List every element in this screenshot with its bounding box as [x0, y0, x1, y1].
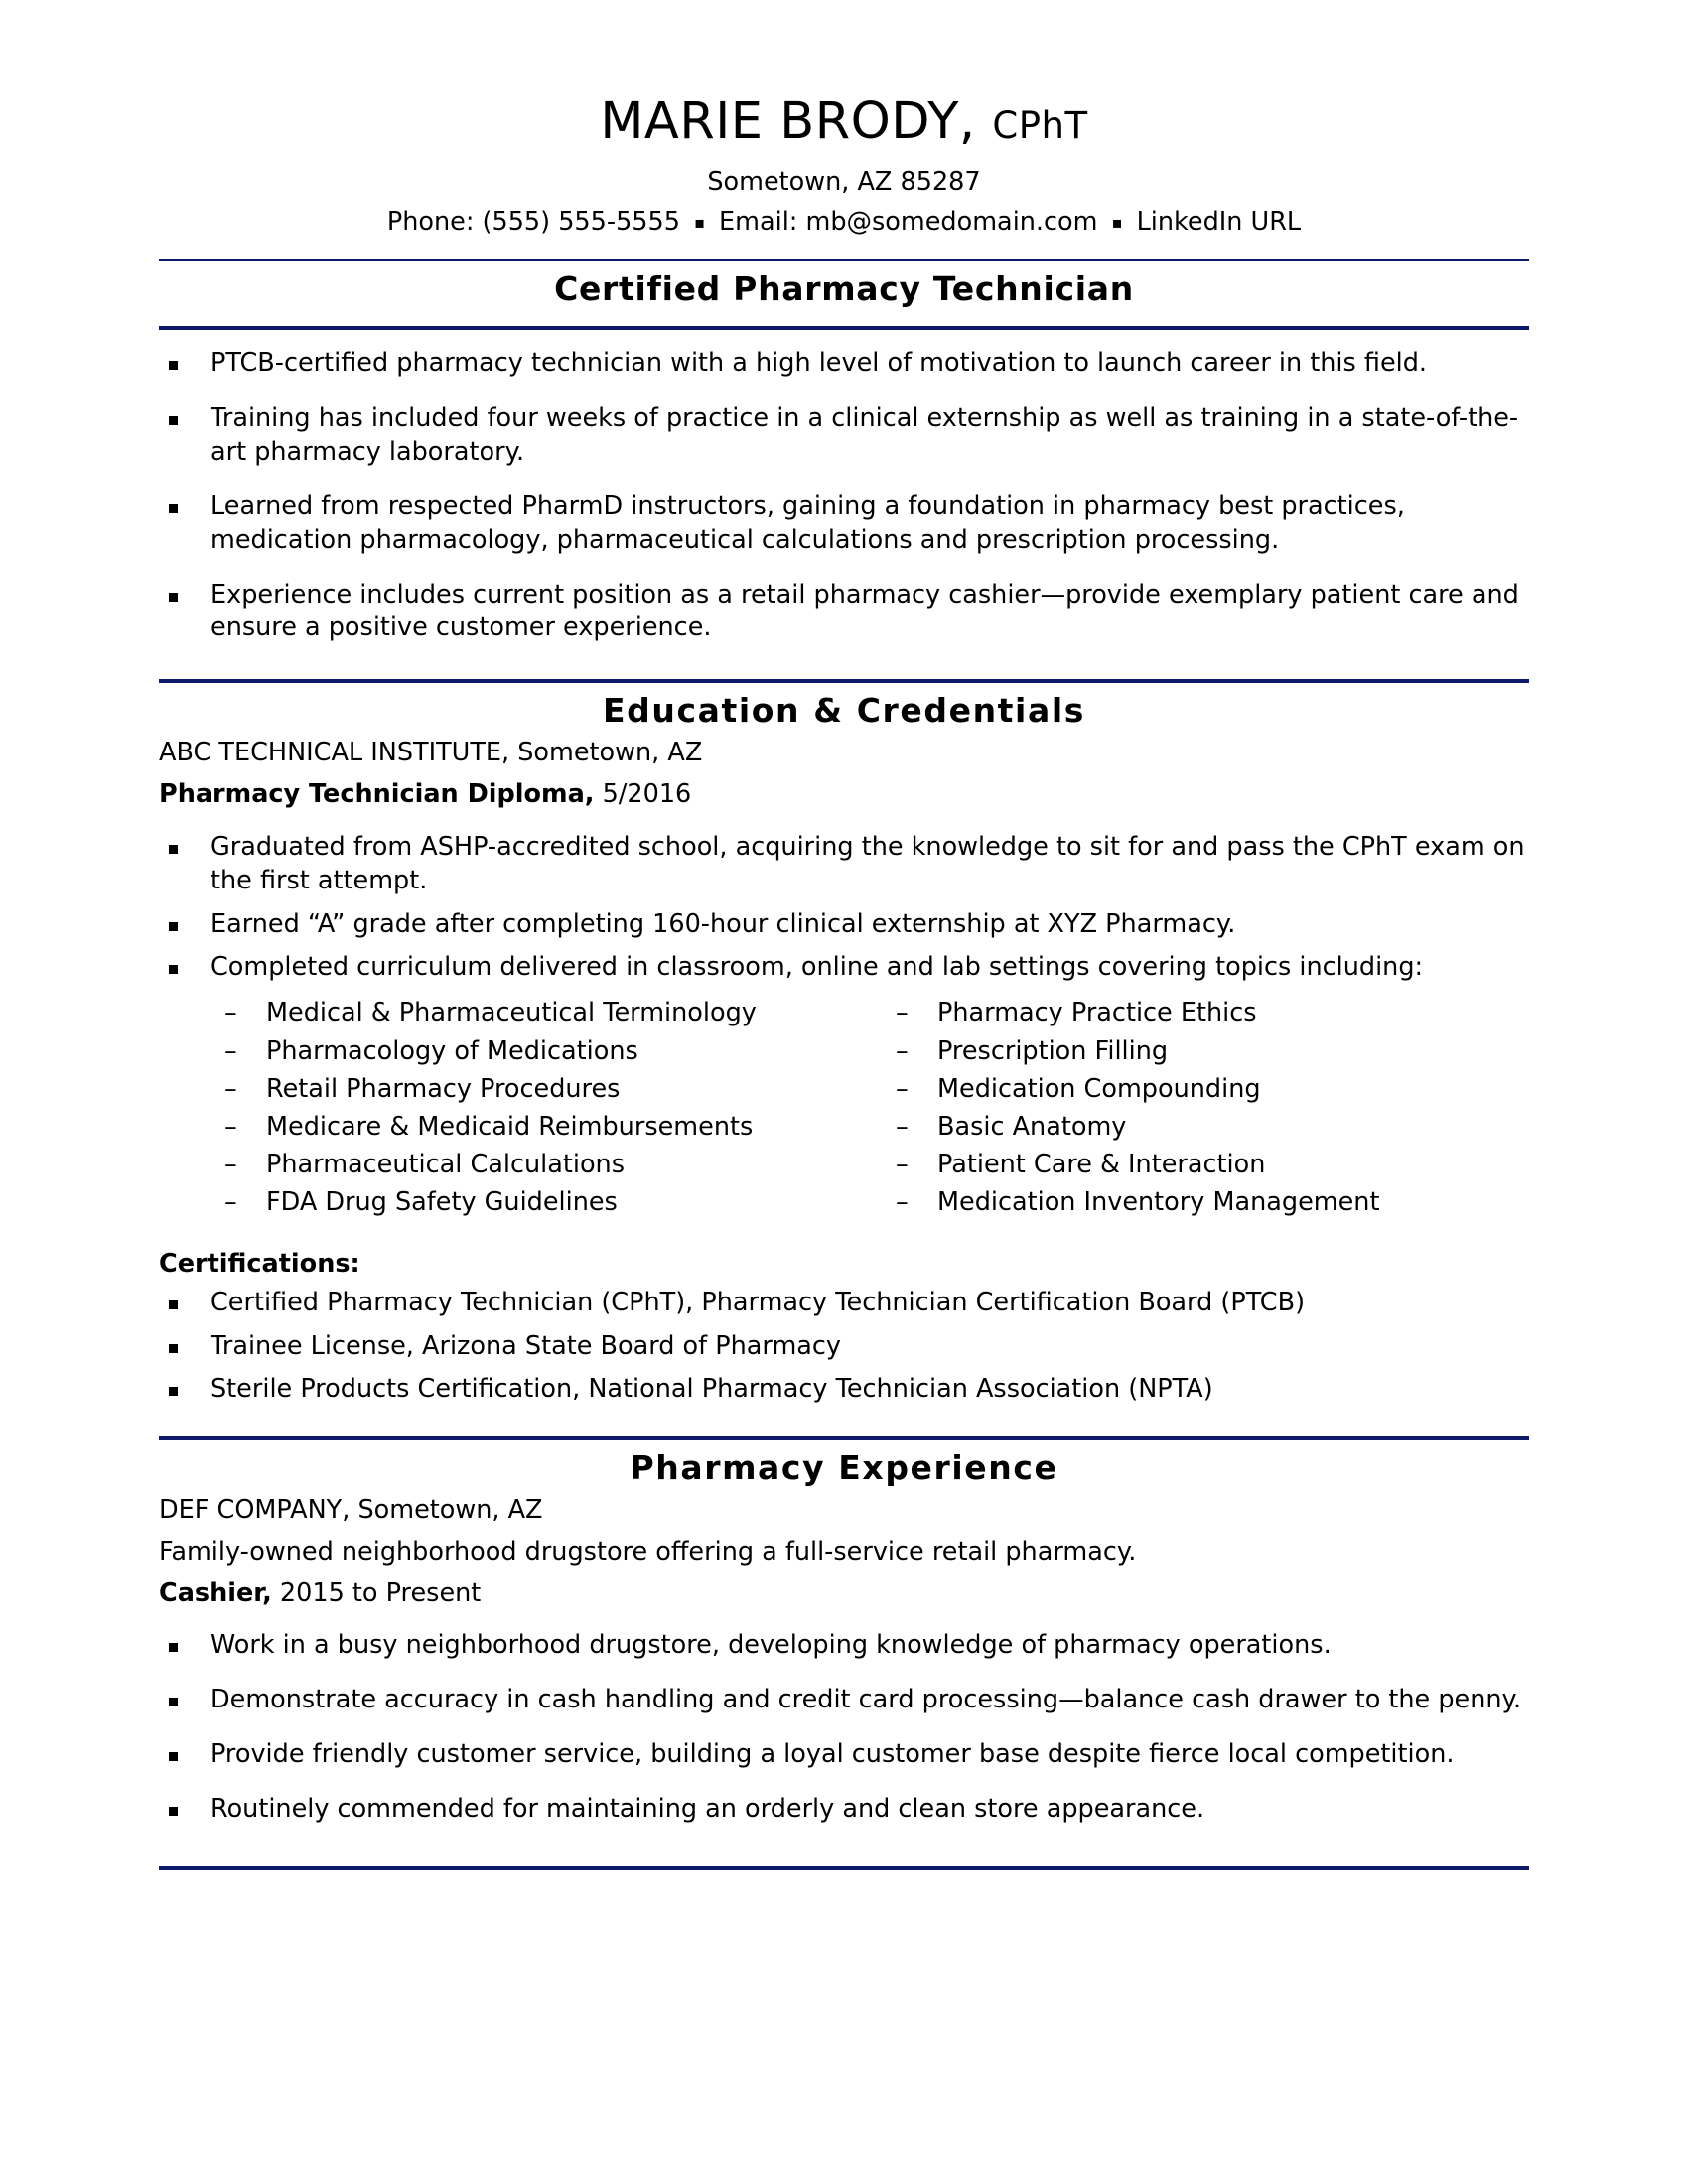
list-item: – FDA Drug Safety Guidelines	[218, 1184, 874, 1220]
candidate-name-text: MARIE BRODY,	[600, 92, 976, 151]
section-title-experience: Pharmacy Experience	[630, 1448, 1058, 1488]
section-title-education: Education & Credentials	[603, 691, 1085, 731]
summary-bullet-list	[159, 347, 1529, 645]
experience-bullet-list	[159, 1629, 1529, 1827]
education-degree-name: Pharmacy Technician Diploma,	[159, 779, 595, 810]
experience-role	[159, 1576, 1529, 1612]
list-item: Completed curriculum delivered in classroom, online and lab settings covering topics including:	[159, 951, 1529, 985]
experience-company: DEF COMPANY, Sometown, AZ	[159, 1495, 543, 1526]
list-item: – Medication Inventory Management	[890, 1184, 1529, 1220]
list-item: Work in a busy neighborhood drugstore, developing knowledge of pharmacy operations.	[159, 1629, 1529, 1663]
list-item: Provide friendly customer service, building a loyal customer base despite fierce local competition.	[159, 1738, 1529, 1772]
list-item: – Pharmacy Practice Ethics	[890, 995, 1529, 1030]
list-item: Earned “A” grade after completing 160-hour clinical externship at XYZ Pharmacy.	[159, 908, 1529, 942]
list-item: Sterile Products Certification, National Pharmacy Technician Association (NPTA)	[159, 1373, 1529, 1407]
phone-text: Phone: (555) 555-5555	[386, 207, 680, 238]
divider-header	[159, 259, 1529, 261]
list-item: – Pharmaceutical Calculations	[218, 1147, 874, 1182]
list-item: – Basic Anatomy	[890, 1109, 1529, 1145]
list-item: Certified Pharmacy Technician (CPhT), Pharmacy Technician Certification Board (PTCB)	[159, 1287, 1529, 1320]
divider-footer	[159, 1866, 1529, 1870]
list-item: PTCB-certified pharmacy technician with a high level of motivation to launch career in this field.	[159, 347, 1529, 381]
list-item: – Medication Compounding	[890, 1071, 1529, 1107]
section-title-summary: Certified Pharmacy Technician	[554, 269, 1134, 309]
coursework-columns	[159, 995, 1529, 1222]
list-item: – Medicare & Medicaid Reimbursements	[218, 1109, 874, 1145]
list-item: Trainee License, Arizona State Board of Pharmacy	[159, 1330, 1529, 1364]
experience-company-description: Family-owned neighborhood drugstore offering a full-service retail pharmacy.	[159, 1537, 1137, 1567]
experience-role-title: Cashier,	[159, 1577, 272, 1608]
coursework-list-right	[890, 995, 1529, 1220]
list-item: Demonstrate accuracy in cash handling and credit card processing—balance cash drawer to the penny.	[159, 1684, 1529, 1717]
list-item: – Prescription Filling	[890, 1033, 1529, 1069]
candidate-credential-suffix: CPhT	[992, 104, 1088, 147]
linkedin-text: LinkedIn URL	[1136, 207, 1302, 238]
square-bullet-icon: ▪	[694, 213, 705, 233]
candidate-location: Sometown, AZ 85287	[707, 167, 981, 198]
email-text: Email: mb@somedomain.com	[719, 207, 1098, 238]
list-item: Learned from respected PharmD instructors, gaining a foundation in pharmacy best practices, medication pharmacology, pharmaceutical calculations and prescription processing.	[159, 490, 1529, 558]
education-school: ABC TECHNICAL INSTITUTE, Sometown, AZ	[159, 738, 703, 768]
candidate-name	[159, 94, 1529, 150]
list-item: Graduated from ASHP-accredited school, acquiring the knowledge to sit for and pass the CPhT exam on the first attempt.	[159, 831, 1529, 898]
divider-experience-top	[159, 1436, 1529, 1440]
square-bullet-icon: ▪	[1111, 213, 1123, 233]
coursework-column-left	[218, 995, 874, 1222]
list-item: – Retail Pharmacy Procedures	[218, 1071, 874, 1107]
candidate-contact-line	[159, 205, 1529, 241]
divider-education-top	[159, 679, 1529, 683]
resume-header	[159, 94, 1529, 241]
list-item: Experience includes current position as a retail pharmacy cashier—provide exemplary patient care and ensure a positive customer experience.	[159, 579, 1529, 646]
coursework-list-left	[218, 995, 874, 1220]
education-bullet-list	[159, 831, 1529, 986]
list-item: – Medical & Pharmaceutical Terminology	[218, 995, 874, 1030]
education-degree	[159, 777, 1529, 813]
list-item: – Pharmacology of Medications	[218, 1033, 874, 1069]
list-item: – Patient Care & Interaction	[890, 1147, 1529, 1182]
coursework-column-right	[874, 995, 1529, 1222]
list-item: Training has included four weeks of practice in a clinical externship as well as training in a state-of-the-art pharmacy laboratory.	[159, 402, 1529, 470]
certifications-label: Certifications:	[159, 1248, 360, 1279]
divider-summary	[159, 326, 1529, 330]
list-item: Routinely commended for maintaining an orderly and clean store appearance.	[159, 1793, 1529, 1827]
experience-role-dates: 2015 to Present	[271, 1577, 482, 1608]
education-degree-date: 5/2016	[594, 779, 692, 810]
certifications-list	[159, 1287, 1529, 1408]
